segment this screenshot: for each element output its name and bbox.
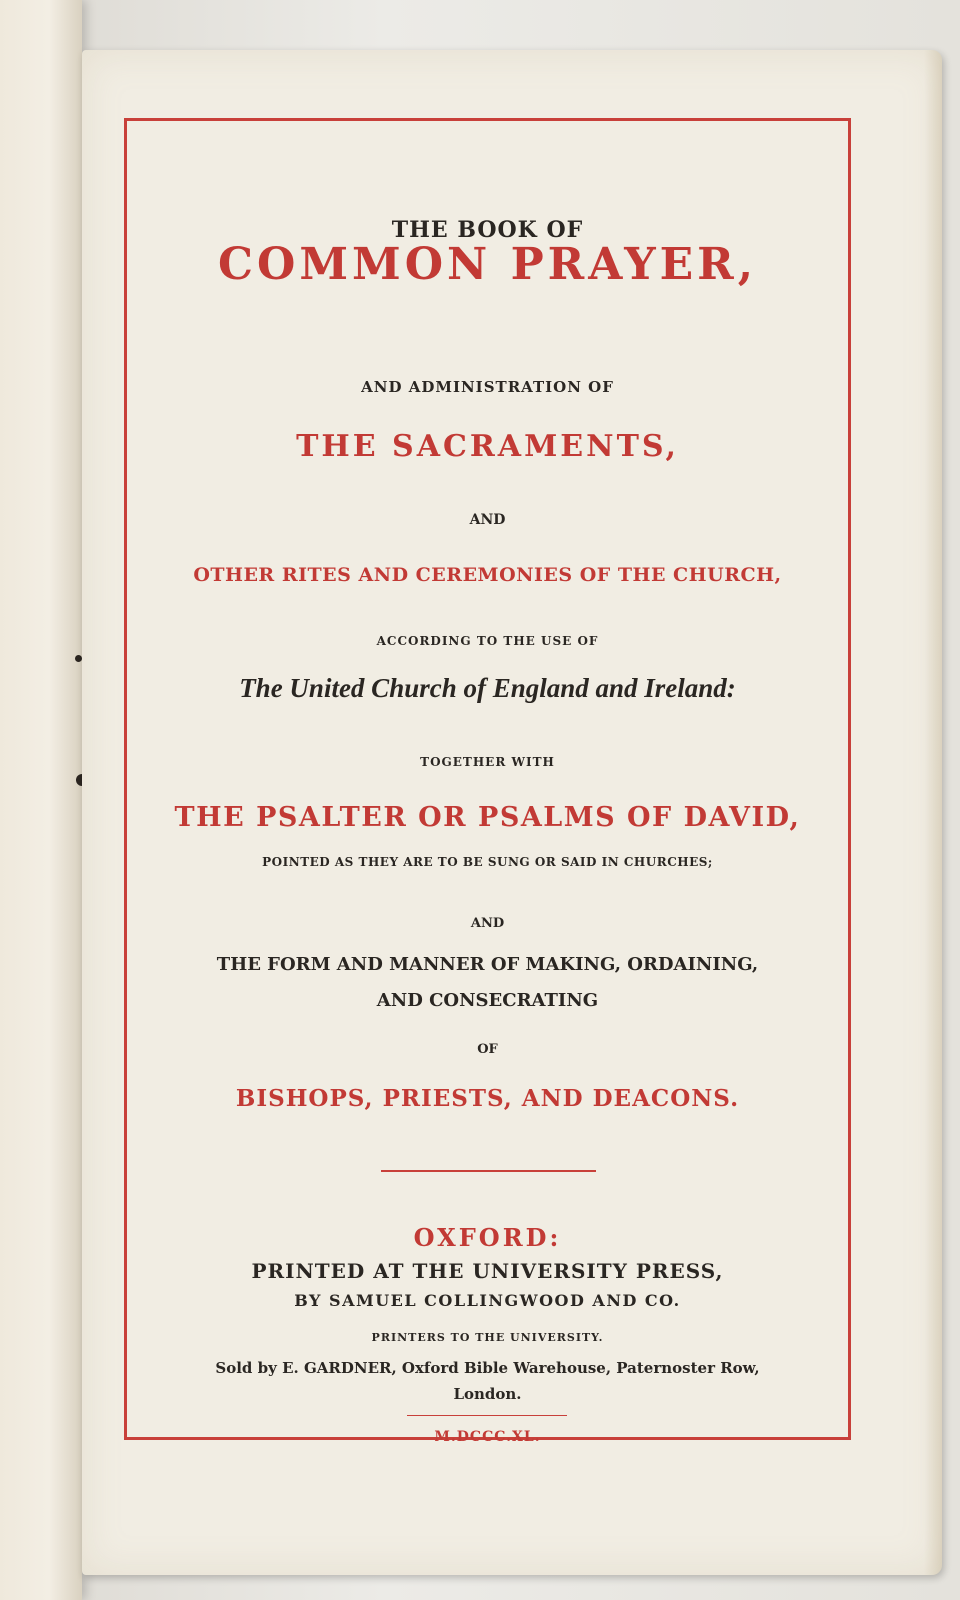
preposition-of: OF <box>477 1042 498 1057</box>
imprint-sold: Sold by E. GARDNER, Oxford Bible Warehouse, Paternoster Row, <box>215 1359 760 1377</box>
imprint-by: BY SAMUEL COLLINGWOOD AND CO. <box>294 1291 681 1310</box>
conjunction-and-2: AND <box>470 916 505 931</box>
divider-rule <box>381 1170 596 1172</box>
imprint-place: OXFORD: <box>413 1223 562 1252</box>
according-to: ACCORDING TO THE USE OF <box>376 634 599 648</box>
form-and-manner: THE FORM AND MANNER OF MAKING, ORDAINING, <box>216 954 759 975</box>
subtitle-bishops: BISHOPS, PRIESTS, AND DEACONS. <box>235 1085 740 1112</box>
church-name-blackletter: The United Church of England and Ireland: <box>239 673 736 703</box>
date-rule <box>407 1415 567 1416</box>
red-border-frame <box>124 118 851 1445</box>
page-edge-shadow <box>924 50 942 1575</box>
together-with: TOGETHER WITH <box>420 755 555 769</box>
imprint-printers: PRINTERS TO THE UNIVERSITY. <box>371 1331 604 1344</box>
facing-page-edge <box>0 0 82 1600</box>
pointed-as: POINTED AS THEY ARE TO BE SUNG OR SAID IN CHURCHES; <box>262 855 713 869</box>
imprint-printed: PRINTED AT THE UNIVERSITY PRESS, <box>251 1259 724 1283</box>
and-consecrating: AND CONSECRATING <box>376 990 599 1011</box>
subtitle-rites: OTHER RITES AND CEREMONIES OF THE CHURCH, <box>193 564 782 586</box>
title-line-book-of: THE BOOK OF <box>391 217 584 243</box>
title-page <box>82 50 942 1575</box>
subtitle-sacraments: THE SACRAMENTS, <box>296 429 679 464</box>
main-title: COMMON PRAYER, <box>217 239 758 290</box>
imprint-city: London. <box>453 1385 522 1403</box>
binding-hole <box>75 655 82 662</box>
subtitle-administration: AND ADMINISTRATION OF <box>361 378 614 396</box>
conjunction-and: AND <box>469 512 506 528</box>
imprint-date: M.DCCC.XL. <box>434 1429 541 1445</box>
subtitle-psalter: THE PSALTER OR PSALMS OF DAVID, <box>174 802 801 833</box>
